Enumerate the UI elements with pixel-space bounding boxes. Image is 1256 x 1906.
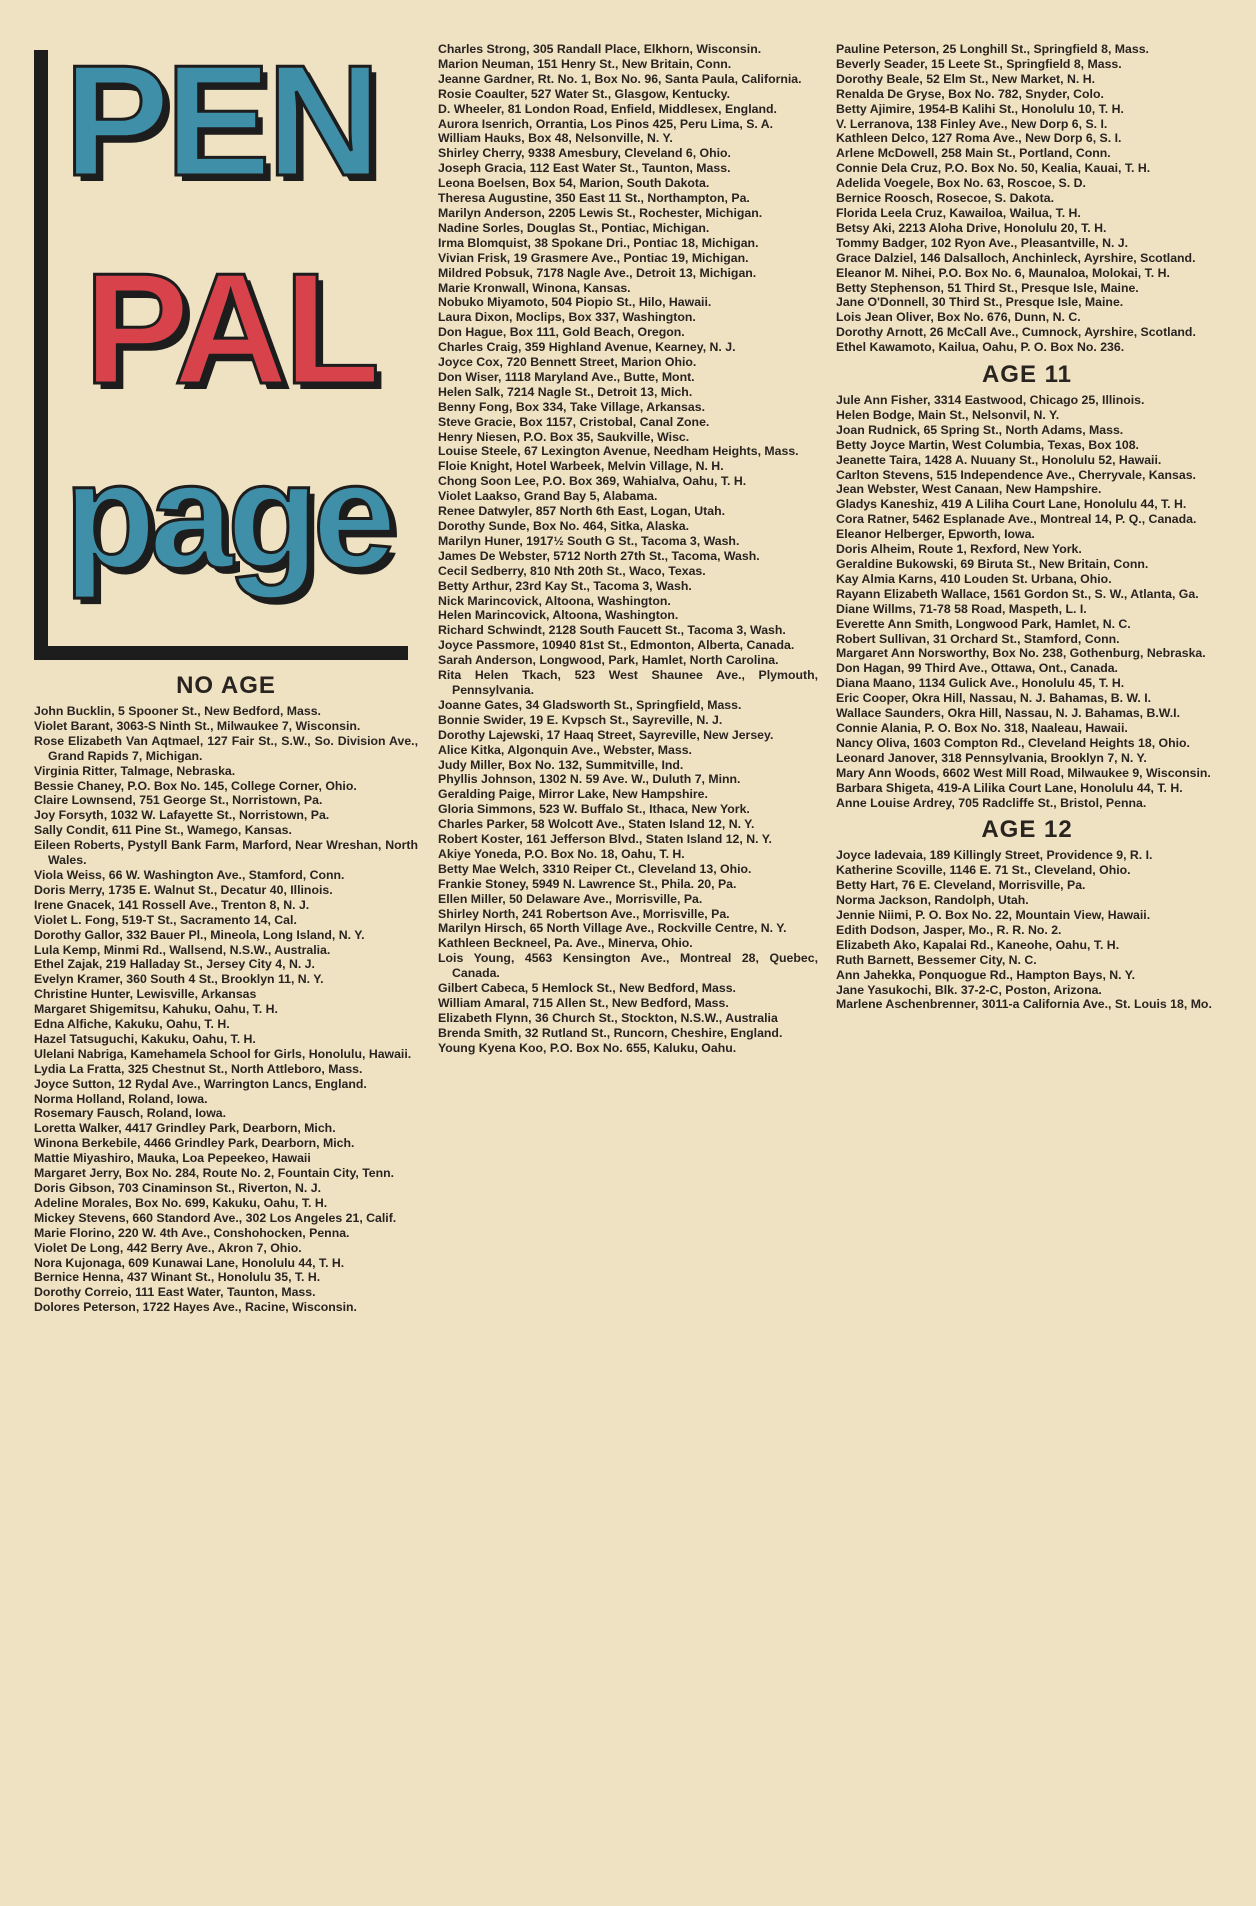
- pen-pal-entry: Margaret Jerry, Box No. 284, Route No. 2, Fountain City, Tenn.: [34, 1166, 395, 1181]
- pen-pal-entry: Christine Hunter, Lewisville, Arkansas: [34, 987, 257, 1002]
- pen-pal-entry: Chong Soon Lee, P.O. Box 369, Wahialva, Oahu, T. H.: [438, 474, 747, 489]
- pen-pal-entry: Alice Kitka, Algonquin Ave., Webster, Mass.: [438, 742, 692, 757]
- pen-pal-entry: Mattie Miyashiro, Mauka, Loa Pepeekeo, Hawaii: [34, 1151, 311, 1166]
- pen-pal-entry: Don Hague, Box 111, Gold Beach, Oregon.: [438, 325, 685, 340]
- pen-pal-entry: Charles Strong, 305 Randall Place, Elkhorn, Wisconsin.: [438, 42, 762, 56]
- pen-pal-entry: Loretta Walker, 4417 Grindley Park, Dearborn, Mich.: [34, 1121, 336, 1136]
- pen-pal-entry: Mary Ann Woods, 6602 West Mill Road, Milwaukee 9, Wisconsin.: [836, 765, 1211, 780]
- pen-pal-entry: Renalda De Gryse, Box No. 782, Snyder, Colo.: [836, 86, 1104, 101]
- pen-pal-entry: Claire Lownsend, 751 George St., Norristown, Pa.: [34, 793, 323, 808]
- pen-pal-entry: Floie Knight, Hotel Warbeek, Melvin Village, N. H.: [438, 459, 724, 474]
- pen-pal-entry: Betty Arthur, 23rd Kay St., Tacoma 3, Wash.: [438, 578, 692, 593]
- pen-pal-entry: Shirley North, 241 Robertson Ave., Morrisville, Pa.: [438, 906, 730, 921]
- pen-pal-entry: William Hauks, Box 48, Nelsonville, N. Y.: [438, 131, 673, 146]
- logo-word-pal: PAL: [84, 241, 377, 417]
- pen-pal-entry: Irene Gnacek, 141 Rossell Ave., Trenton 8, N. J.: [34, 897, 310, 912]
- pen-pal-entry: Tommy Badger, 102 Ryon Ave., Pleasantville, N. J.: [836, 235, 1129, 250]
- pen-pal-entry: Florida Leela Cruz, Kawailoa, Wailua, T. H.: [836, 205, 1081, 220]
- pen-pal-entry: Shirley Cherry, 9338 Amesbury, Cleveland 6, Ohio.: [438, 146, 731, 161]
- pen-pal-entry: Joseph Gracia, 112 East Water St., Taunton, Mass.: [438, 161, 731, 176]
- section-heading-no-age: NO AGE: [176, 672, 276, 699]
- pen-pal-entry: Phyllis Johnson, 1302 N. 59 Ave. W., Duluth 7, Minn.: [438, 772, 741, 787]
- pen-pal-entry: Nobuko Miyamoto, 504 Piopio St., Hilo, Hawaii.: [438, 295, 712, 310]
- pen-pal-list-no-age-3: [836, 42, 1218, 355]
- pen-pal-entry: Dorothy Correio, 111 East Water, Taunton, Mass.: [34, 1285, 316, 1300]
- pen-pal-entry: Betty Hart, 76 E. Cleveland, Morrisville, Pa.: [836, 878, 1086, 893]
- pen-pal-entry: Pauline Peterson, 25 Longhill St., Springfield 8, Mass.: [836, 42, 1149, 56]
- pen-pal-entry: Jane O'Donnell, 30 Third St., Presque Isle, Maine.: [836, 295, 1124, 310]
- pen-pal-entry: Nora Kujonaga, 609 Kunawai Lane, Honolulu 44, T. H.: [34, 1255, 345, 1270]
- pen-pal-entry: James De Webster, 5712 North 27th St., Tacoma, Wash.: [438, 548, 760, 563]
- pen-pal-entry: Cora Ratner, 5462 Esplanade Ave., Montreal 14, P. Q., Canada.: [836, 512, 1197, 527]
- logo-frame-bottom: [34, 646, 408, 660]
- pen-pal-entry: Doris Merry, 1735 E. Walnut St., Decatur 40, Illinois.: [34, 882, 333, 897]
- pen-pal-entry: Geralding Paige, Mirror Lake, New Hampshire.: [438, 787, 708, 802]
- pen-pal-entry: Connie Dela Cruz, P.O. Box No. 50, Kealia, Kauai, T. H.: [836, 161, 1151, 176]
- pen-pal-entry: Barbara Shigeta, 419-A Lilika Court Lane, Honolulu 44, T. H.: [836, 780, 1183, 795]
- pen-pal-entry: Elizabeth Flynn, 36 Church St., Stockton, N.S.W., Australia: [438, 1010, 778, 1025]
- pen-pal-entry: Mickey Stevens, 660 Standord Ave., 302 Los Angeles 21, Calif.: [34, 1210, 397, 1225]
- pen-pal-entry: Vivian Frisk, 19 Grasmere Ave., Pontiac 19, Michigan.: [438, 250, 749, 265]
- pen-pal-entry: Joyce Iadevaia, 189 Killingly Street, Providence 9, R. I.: [836, 848, 1153, 863]
- pen-pal-entry: Joanne Gates, 34 Gladsworth St., Springfield, Mass.: [438, 697, 742, 712]
- pen-pal-entry: Bonnie Swider, 19 E. Kvpsch St., Sayreville, N. J.: [438, 712, 723, 727]
- pen-pal-entry: Dolores Peterson, 1722 Hayes Ave., Racine, Wisconsin.: [34, 1300, 357, 1315]
- pen-pal-entry: Gloria Simmons, 523 W. Buffalo St., Ithaca, New York.: [438, 802, 750, 817]
- pen-pal-entry: Jule Ann Fisher, 3314 Eastwood, Chicago 25, Illinois.: [836, 393, 1145, 408]
- pen-pal-entry: Don Hagan, 99 Third Ave., Ottawa, Ont., Canada.: [836, 661, 1118, 676]
- pen-pal-entry: Marie Florino, 220 W. 4th Ave., Conshohocken, Penna.: [34, 1225, 350, 1240]
- pen-pal-entry: Hazel Tatsuguchi, Kakuku, Oahu, T. H.: [34, 1031, 256, 1046]
- pen-pal-entry: Dorothy Sunde, Box No. 464, Sitka, Alaska.: [438, 519, 690, 533]
- pen-pal-entry: Joyce Passmore, 10940 81st St., Edmonton, Alberta, Canada.: [438, 638, 795, 653]
- pen-pal-entry: Violet De Long, 442 Berry Ave., Akron 7, Ohio.: [34, 1240, 302, 1255]
- pen-pal-entry: Kathleen Beckneel, Pa. Ave., Minerva, Ohio.: [438, 936, 693, 951]
- pen-pal-entry: Helen Salk, 7214 Nagle St., Detroit 13, Mich.: [438, 384, 693, 399]
- pen-pal-entry: Grace Dalziel, 146 Dalsalloch, Anchinleck, Ayrshire, Scotland.: [836, 250, 1196, 265]
- pen-pal-entry: Charles Craig, 359 Highland Avenue, Kearney, N. J.: [438, 340, 736, 355]
- pen-pal-entry: Dorothy Lajewski, 17 Haaq Street, Sayreville, New Jersey.: [438, 727, 774, 742]
- pen-pal-entry: Rosie Coaulter, 527 Water St., Glasgow, Kentucky.: [438, 86, 731, 101]
- pen-pal-entry: Robert Sullivan, 31 Orchard St., Stamford, Conn.: [836, 631, 1120, 646]
- pen-pal-entry: Carlton Stevens, 515 Independence Ave., Cherryvale, Kansas.: [836, 467, 1196, 482]
- pen-pal-list-no-age-1: [34, 704, 418, 1315]
- pen-pal-entry: Arlene McDowell, 258 Main St., Portland, Conn.: [836, 146, 1111, 161]
- pen-pal-entry: Ruth Barnett, Bessemer City, N. C.: [836, 952, 1037, 967]
- pen-pal-entry: Everette Ann Smith, Longwood Park, Hamlet, N. C.: [836, 616, 1131, 631]
- pen-pal-entry: Geraldine Bukowski, 69 Biruta St., New Britain, Conn.: [836, 557, 1149, 571]
- pen-pal-entry: Edith Dodson, Jasper, Mo., R. R. No. 2.: [836, 922, 1062, 937]
- pen-pal-entry: Ellen Miller, 50 Delaware Ave., Morrisville, Pa.: [438, 891, 703, 906]
- pen-pal-entry: Connie Alania, P. O. Box No. 318, Naaleau, Hawaii.: [836, 720, 1128, 735]
- pen-pal-entry: Diane Willms, 71-78 58 Road, Maspeth, L. I.: [836, 601, 1087, 616]
- pen-pal-entry: Richard Schwindt, 2128 South Faucett St., Tacoma 3, Wash.: [438, 623, 786, 638]
- pen-pal-entry: Margaret Ann Norsworthy, Box No. 238, Gothenburg, Nebraska.: [836, 646, 1206, 661]
- pen-pal-entry: Bernice Roosch, Rosecoe, S. Dakota.: [836, 191, 1054, 206]
- pen-pal-entry: Betty Stephenson, 51 Third St., Presque Isle, Maine.: [836, 280, 1139, 295]
- pen-pal-entry: V. Lerranova, 138 Finley Ave., New Dorp 6, S. I.: [836, 116, 1108, 131]
- pen-pal-entry: Edna Alfiche, Kakuku, Oahu, T. H.: [34, 1017, 230, 1032]
- pen-pal-entry: Akiye Yoneda, P.O. Box No. 18, Oahu, T. H.: [438, 846, 685, 861]
- pen-pal-entry: Norma Holland, Roland, Iowa.: [34, 1091, 208, 1106]
- pen-pal-entry: Dorothy Gallor, 332 Bauer Pl., Mineola, Long Island, N. Y.: [34, 927, 365, 942]
- column-1: [34, 0, 418, 1315]
- pen-pal-entry: Adeline Morales, Box No. 699, Kakuku, Oahu, T. H.: [34, 1195, 328, 1210]
- pen-pal-entry: Rita Helen Tkach, 523 West Shaunee Ave., Plymouth, Pennsylvania.: [438, 668, 818, 697]
- pen-pal-entry: Young Kyena Koo, P.O. Box No. 655, Kaluku, Oahu.: [438, 1040, 737, 1055]
- pen-pal-entry: Sarah Anderson, Longwood, Park, Hamlet, North Carolina.: [438, 653, 779, 668]
- pen-pal-entry: Margaret Shigemitsu, Kahuku, Oahu, T. H.: [34, 1002, 278, 1017]
- pen-pal-entry: Jane Yasukochi, Blk. 37-2-C, Poston, Arizona.: [836, 982, 1102, 997]
- pen-pal-entry: Renee Datwyler, 857 North 6th East, Logan, Utah.: [438, 504, 726, 519]
- pen-pal-entry: Irma Blomquist, 38 Spokane Dri., Pontiac 18, Michigan.: [438, 235, 759, 250]
- section-heading-age-12: AGE 12: [981, 816, 1073, 844]
- pen-pal-entry: Eileen Roberts, Pystyll Bank Farm, Marford, Near Wreshan, North Wales.: [34, 838, 418, 868]
- pen-pal-entry: Nancy Oliva, 1603 Compton Rd., Cleveland Heights 18, Ohio.: [836, 735, 1190, 750]
- pen-pal-entry: Jeanne Gardner, Rt. No. 1, Box No. 96, Santa Paula, California.: [438, 71, 802, 86]
- pen-pal-entry: Diana Maano, 1134 Gulick Ave., Honolulu 45, T. H.: [836, 676, 1125, 691]
- pen-pal-entry: Evelyn Kramer, 360 South 4 St., Brooklyn 11, N. Y.: [34, 972, 324, 987]
- pen-pal-entry: Jennie Niimi, P. O. Box No. 22, Mountain View, Hawaii.: [836, 908, 1151, 923]
- column-3: [836, 42, 1218, 1012]
- pen-pal-entry: Leonard Janover, 318 Pennsylvania, Brooklyn 7, N. Y.: [836, 750, 1147, 765]
- pen-pal-entry: Violet L. Fong, 519-T St., Sacramento 14, Cal.: [34, 912, 297, 927]
- pen-pal-entry: Anne Louise Ardrey, 705 Radcliffe St., Bristol, Penna.: [836, 795, 1147, 810]
- pen-pal-entry: Betty Mae Welch, 3310 Reiper Ct., Cleveland 13, Ohio.: [438, 861, 752, 876]
- pen-pal-entry: Mildred Pobsuk, 7178 Nagle Ave., Detroit 13, Michigan.: [438, 265, 757, 280]
- pen-pal-entry: Lydia La Fratta, 325 Chestnut St., North Attleboro, Mass.: [34, 1061, 363, 1076]
- pen-pal-entry: Joy Forsyth, 1032 W. Lafayette St., Norristown, Pa.: [34, 808, 330, 823]
- pen-pal-entry: Charles Parker, 58 Wolcott Ave., Staten Island 12, N. Y.: [438, 817, 755, 832]
- pen-pal-entry: Joyce Sutton, 12 Rydal Ave., Warrington Lancs, England.: [34, 1076, 367, 1091]
- pen-pal-entry: Kay Almia Karns, 410 Louden St. Urbana, Ohio.: [836, 571, 1112, 586]
- pen-pal-entry: Doris Gibson, 703 Cinaminson St., Riverton, N. J.: [34, 1181, 321, 1195]
- pen-pal-entry: Eleanor Helberger, Epworth, Iowa.: [836, 527, 1035, 542]
- pen-pal-entry: Helen Bodge, Main St., Nelsonvil, N. Y.: [836, 407, 1060, 422]
- pen-pal-entry: Marlene Aschenbrenner, 3011-a California Ave., St. Louis 18, Mo.: [836, 997, 1212, 1012]
- pen-pal-entry: Beverly Seader, 15 Leete St., Springfield 8, Mass.: [836, 56, 1122, 71]
- pen-pal-entry: Elizabeth Ako, Kapalai Rd., Kaneohe, Oahu, T. H.: [836, 937, 1120, 952]
- logo-word-pen: PEN: [64, 33, 377, 209]
- pen-pal-entry: Marilyn Anderson, 2205 Lewis St., Rochester, Michigan.: [438, 205, 763, 220]
- pen-pal-entry: Virginia Ritter, Talmage, Nebraska.: [34, 763, 236, 778]
- pen-pal-entry: Judy Miller, Box No. 132, Summitville, Ind.: [438, 757, 684, 772]
- pen-pal-entry: Nadine Sorles, Douglas St., Pontiac, Michigan.: [438, 220, 710, 235]
- pen-pal-entry: Sally Condit, 611 Pine St., Wamego, Kansas.: [34, 823, 292, 838]
- pen-pal-entry: Dorothy Arnott, 26 McCall Ave., Cumnock, Ayrshire, Scotland.: [836, 325, 1196, 340]
- pen-pal-entry: Henry Niesen, P.O. Box 35, Saukville, Wisc.: [438, 429, 690, 444]
- pen-pal-entry: Bessie Chaney, P.O. Box No. 145, College Corner, Ohio.: [34, 778, 357, 793]
- pen-pal-entry: Benny Fong, Box 334, Take Village, Arkansas.: [438, 399, 705, 414]
- pen-pal-entry: Jeanette Taira, 1428 A. Nuuany St., Honolulu 52, Hawaii.: [836, 452, 1162, 467]
- logo-frame-left: [34, 50, 48, 660]
- pen-pal-entry: Lois Young, 4563 Kensington Ave., Montreal 28, Quebec, Canada.: [438, 951, 818, 981]
- pen-pal-entry: Eleanor M. Nihei, P.O. Box No. 6, Maunaloa, Molokai, T. H.: [836, 265, 1170, 280]
- pen-pal-entry: Dorothy Beale, 52 Elm St., New Market, N. H.: [836, 71, 1095, 86]
- pen-pal-entry: Eric Cooper, Okra Hill, Nassau, N. J. Bahamas, B. W. I.: [836, 691, 1152, 706]
- pen-pal-entry: Norma Jackson, Randolph, Utah.: [836, 893, 1029, 908]
- pen-pal-entry: Betty Joyce Martin, West Columbia, Texas, Box 108.: [836, 437, 1139, 452]
- pen-pal-list-age-11: [836, 393, 1218, 810]
- pen-pal-entry: Aurora Isenrich, Orrantia, Los Pinos 425, Peru Lima, S. A.: [438, 116, 774, 131]
- pen-pal-entry: Brenda Smith, 32 Rutland St., Runcorn, Cheshire, England.: [438, 1025, 783, 1040]
- pen-pal-list-no-age-2: [438, 42, 818, 1056]
- pen-pal-entry: William Amaral, 715 Allen St., New Bedford, Mass.: [438, 996, 729, 1010]
- pen-pal-entry: Marilyn Hirsch, 65 North Village Ave., Rockville Centre, N. Y.: [438, 921, 787, 936]
- pen-pal-entry: Frankie Stoney, 5949 N. Lawrence St., Phila. 20, Pa.: [438, 876, 737, 891]
- pen-pal-entry: Ethel Zajak, 219 Halladay St., Jersey City 4, N. J.: [34, 957, 315, 972]
- pen-pal-entry: Rosemary Fausch, Roland, Iowa.: [34, 1106, 227, 1121]
- pen-pal-entry: Don Wiser, 1118 Maryland Ave., Butte, Mont.: [438, 369, 695, 384]
- pen-pal-list-age-12: [836, 848, 1218, 1012]
- pen-pal-entry: Gladys Kaneshiz, 419 A Liliha Court Lane, Honolulu 44, T. H.: [836, 497, 1187, 512]
- pen-pal-entry: John Bucklin, 5 Spooner St., New Bedford, Mass.: [34, 704, 321, 718]
- pen-pal-entry: Laura Dixon, Moclips, Box 337, Washington.: [438, 310, 696, 325]
- pen-pal-entry: Ethel Kawamoto, Kailua, Oahu, P. O. Box No. 236.: [836, 340, 1125, 355]
- pen-pal-entry: Betsy Aki, 2213 Aloha Drive, Honolulu 20, T. H.: [836, 220, 1107, 235]
- pen-pal-entry: Doris Alheim, Route 1, Rexford, New York.: [836, 542, 1082, 557]
- pen-pal-entry: Winona Berkebile, 4466 Grindley Park, Dearborn, Mich.: [34, 1136, 355, 1151]
- pen-pal-entry: Steve Gracie, Box 1157, Cristobal, Canal Zone.: [438, 414, 710, 429]
- pen-pal-entry: Viola Weiss, 66 W. Washington Ave., Stamford, Conn.: [34, 867, 345, 882]
- pen-pal-entry: Theresa Augustine, 350 East 11 St., Northampton, Pa.: [438, 191, 750, 206]
- pen-pal-entry: Rayann Elizabeth Wallace, 1561 Gordon St., S. W., Atlanta, Ga.: [836, 586, 1199, 601]
- pen-pal-entry: Marion Neuman, 151 Henry St., New Britain, Conn.: [438, 56, 732, 71]
- logo-word-page: page: [64, 431, 391, 599]
- pen-pal-entry: Joyce Cox, 720 Bennett Street, Marion Ohio.: [438, 355, 697, 370]
- pen-pal-entry: Bernice Henna, 437 Winant St., Honolulu 35, T. H.: [34, 1270, 321, 1285]
- pen-pal-entry: Leona Boelsen, Box 54, Marion, South Dakota.: [438, 176, 710, 191]
- column-2: [438, 42, 818, 1056]
- pen-pal-entry: Jean Webster, West Canaan, New Hampshire.: [836, 482, 1102, 497]
- pen-pal-entry: Robert Koster, 161 Jefferson Blvd., Staten Island 12, N. Y.: [438, 832, 772, 847]
- pen-pal-entry: Wallace Saunders, Okra Hill, Nassau, N. J. Bahamas, B.W.I.: [836, 706, 1180, 721]
- section-heading-age-11: AGE 11: [981, 361, 1073, 389]
- pen-pal-entry: Nick Marincovick, Altoona, Washington.: [438, 593, 671, 608]
- pen-pal-entry: Joan Rudnick, 65 Spring St., North Adams, Mass.: [836, 422, 1124, 437]
- pen-pal-entry: Violet Laakso, Grand Bay 5, Alabama.: [438, 489, 658, 504]
- pen-pal-entry: Louise Steele, 67 Lexington Avenue, Needham Heights, Mass.: [438, 444, 799, 459]
- pen-pal-entry: Violet Barant, 3063-S Ninth St., Milwaukee 7, Wisconsin.: [34, 718, 361, 733]
- pen-pal-entry: Kathleen Delco, 127 Roma Ave., New Dorp 6, S. I.: [836, 131, 1122, 146]
- pen-pal-entry: Rose Elizabeth Van Aqtmael, 127 Fair St., S.W., So. Division Ave., Grand Rapids 7, Michigan.: [34, 733, 418, 763]
- pen-pal-entry: Ulelani Nabriga, Kamehamela School for Girls, Honolulu, Hawaii.: [34, 1046, 412, 1061]
- pen-pal-entry: Adelida Voegele, Box No. 63, Roscoe, S. D.: [836, 176, 1086, 191]
- pen-pal-entry: Marie Kronwall, Winona, Kansas.: [438, 280, 631, 295]
- pen-pal-entry: Marilyn Huner, 1917½ South G St., Tacoma 3, Wash.: [438, 533, 740, 548]
- pen-pal-entry: Helen Marincovick, Altoona, Washington.: [438, 608, 679, 623]
- pen-pal-entry: Cecil Sedberry, 810 Nth 20th St., Waco, Texas.: [438, 563, 706, 578]
- pen-pal-entry: Gilbert Cabeca, 5 Hemlock St., New Bedford, Mass.: [438, 981, 736, 996]
- pen-pal-entry: D. Wheeler, 81 London Road, Enfield, Middlesex, England.: [438, 101, 777, 116]
- pen-pal-entry: Lois Jean Oliver, Box No. 676, Dunn, N. C.: [836, 310, 1081, 325]
- pen-pal-entry: Lula Kemp, Minmi Rd., Wallsend, N.S.W., Australia.: [34, 942, 331, 957]
- pen-pal-entry: Betty Ajimire, 1954-B Kalihi St., Honolulu 10, T. H.: [836, 101, 1124, 116]
- pen-pal-page-logo: [34, 33, 408, 660]
- pen-pal-entry: Ann Jahekka, Ponquogue Rd., Hampton Bays, N. Y.: [836, 967, 1136, 982]
- pen-pal-entry: Katherine Scoville, 1146 E. 71 St., Cleveland, Ohio.: [836, 863, 1131, 878]
